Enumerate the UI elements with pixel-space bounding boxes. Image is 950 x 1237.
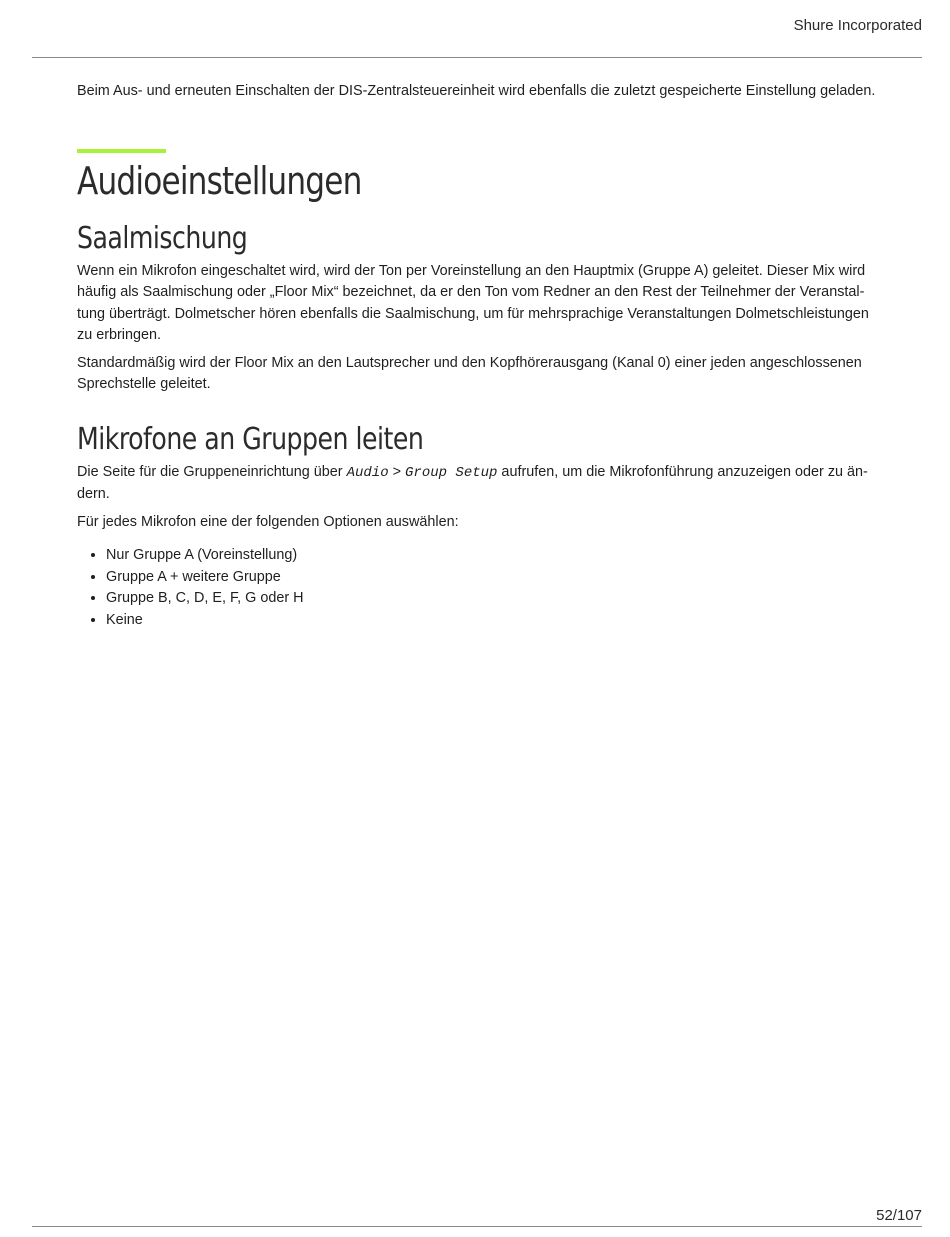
header-company-name: Shure Incorporated [793, 17, 922, 34]
routing-paragraph-1 [77, 462, 877, 506]
list-item: • Gruppe B, C, D, E, F, G oder H [106, 588, 877, 610]
routing-options-list [77, 545, 877, 631]
list-item: • Nur Gruppe A (Voreinstellung) [106, 545, 877, 567]
page-number: 52/107 [876, 1207, 922, 1224]
routing-text-before: Die Seite für die Gruppeneinrichtung über [77, 463, 347, 480]
routing-paragraph-2: Für jedes Mikrofon eine der folgenden Optionen auswählen: [77, 513, 459, 530]
saalmischung-paragraph-2: Standardmäßig wird der Floor Mix an den Lautsprecher und den Kopfhörerausgang (Kanal 0) einer jeden angeschlossenen Sprechstelle geleitet. [77, 354, 862, 392]
menu-path-group-setup: Group Setup [405, 464, 498, 481]
list-item: • Gruppe A + weitere Gruppe [106, 567, 877, 589]
section-title: Audioeinstellungen [77, 158, 362, 203]
menu-path-audio: Audio [346, 464, 389, 481]
footer-divider [32, 1226, 922, 1227]
saalmischung-paragraph-1: Wenn ein Mikrofon eingeschaltet wird, wird der Ton per Voreinstellung an den Hauptmix (Gruppe A) geleitet. Dieser Mix wird häufig als Saalmischung oder „Floor Mix“ bezeichnet, da er den Ton vom Redner an den Rest der Teilnehmer der Veranstal-tung überträgt. Dolmetscher hören ebenfalls die Saalmischung, um für mehrsprachige Veranstaltungen Dolmetschleistungen zu erbringen. [77, 262, 869, 343]
menu-path-separator: > [388, 463, 406, 480]
header-divider [32, 57, 922, 58]
list-item: • Keine [106, 610, 877, 632]
subsection-heading-saalmischung: Saalmischung [77, 220, 248, 256]
routing-text-after: aufrufen, um die Mikrofonführung anzuzeigen oder zu än-dern. [77, 463, 868, 502]
page-content [77, 80, 877, 631]
intro-paragraph: Beim Aus- und erneuten Einschalten der DIS-Zentralsteuereinheit wird ebenfalls die zuletzt gespeicherte Einstellung geladen. [77, 83, 876, 99]
subsection-heading-routing: Mikrofone an Gruppen leiten [77, 421, 424, 457]
section-accent-bar [77, 149, 166, 153]
